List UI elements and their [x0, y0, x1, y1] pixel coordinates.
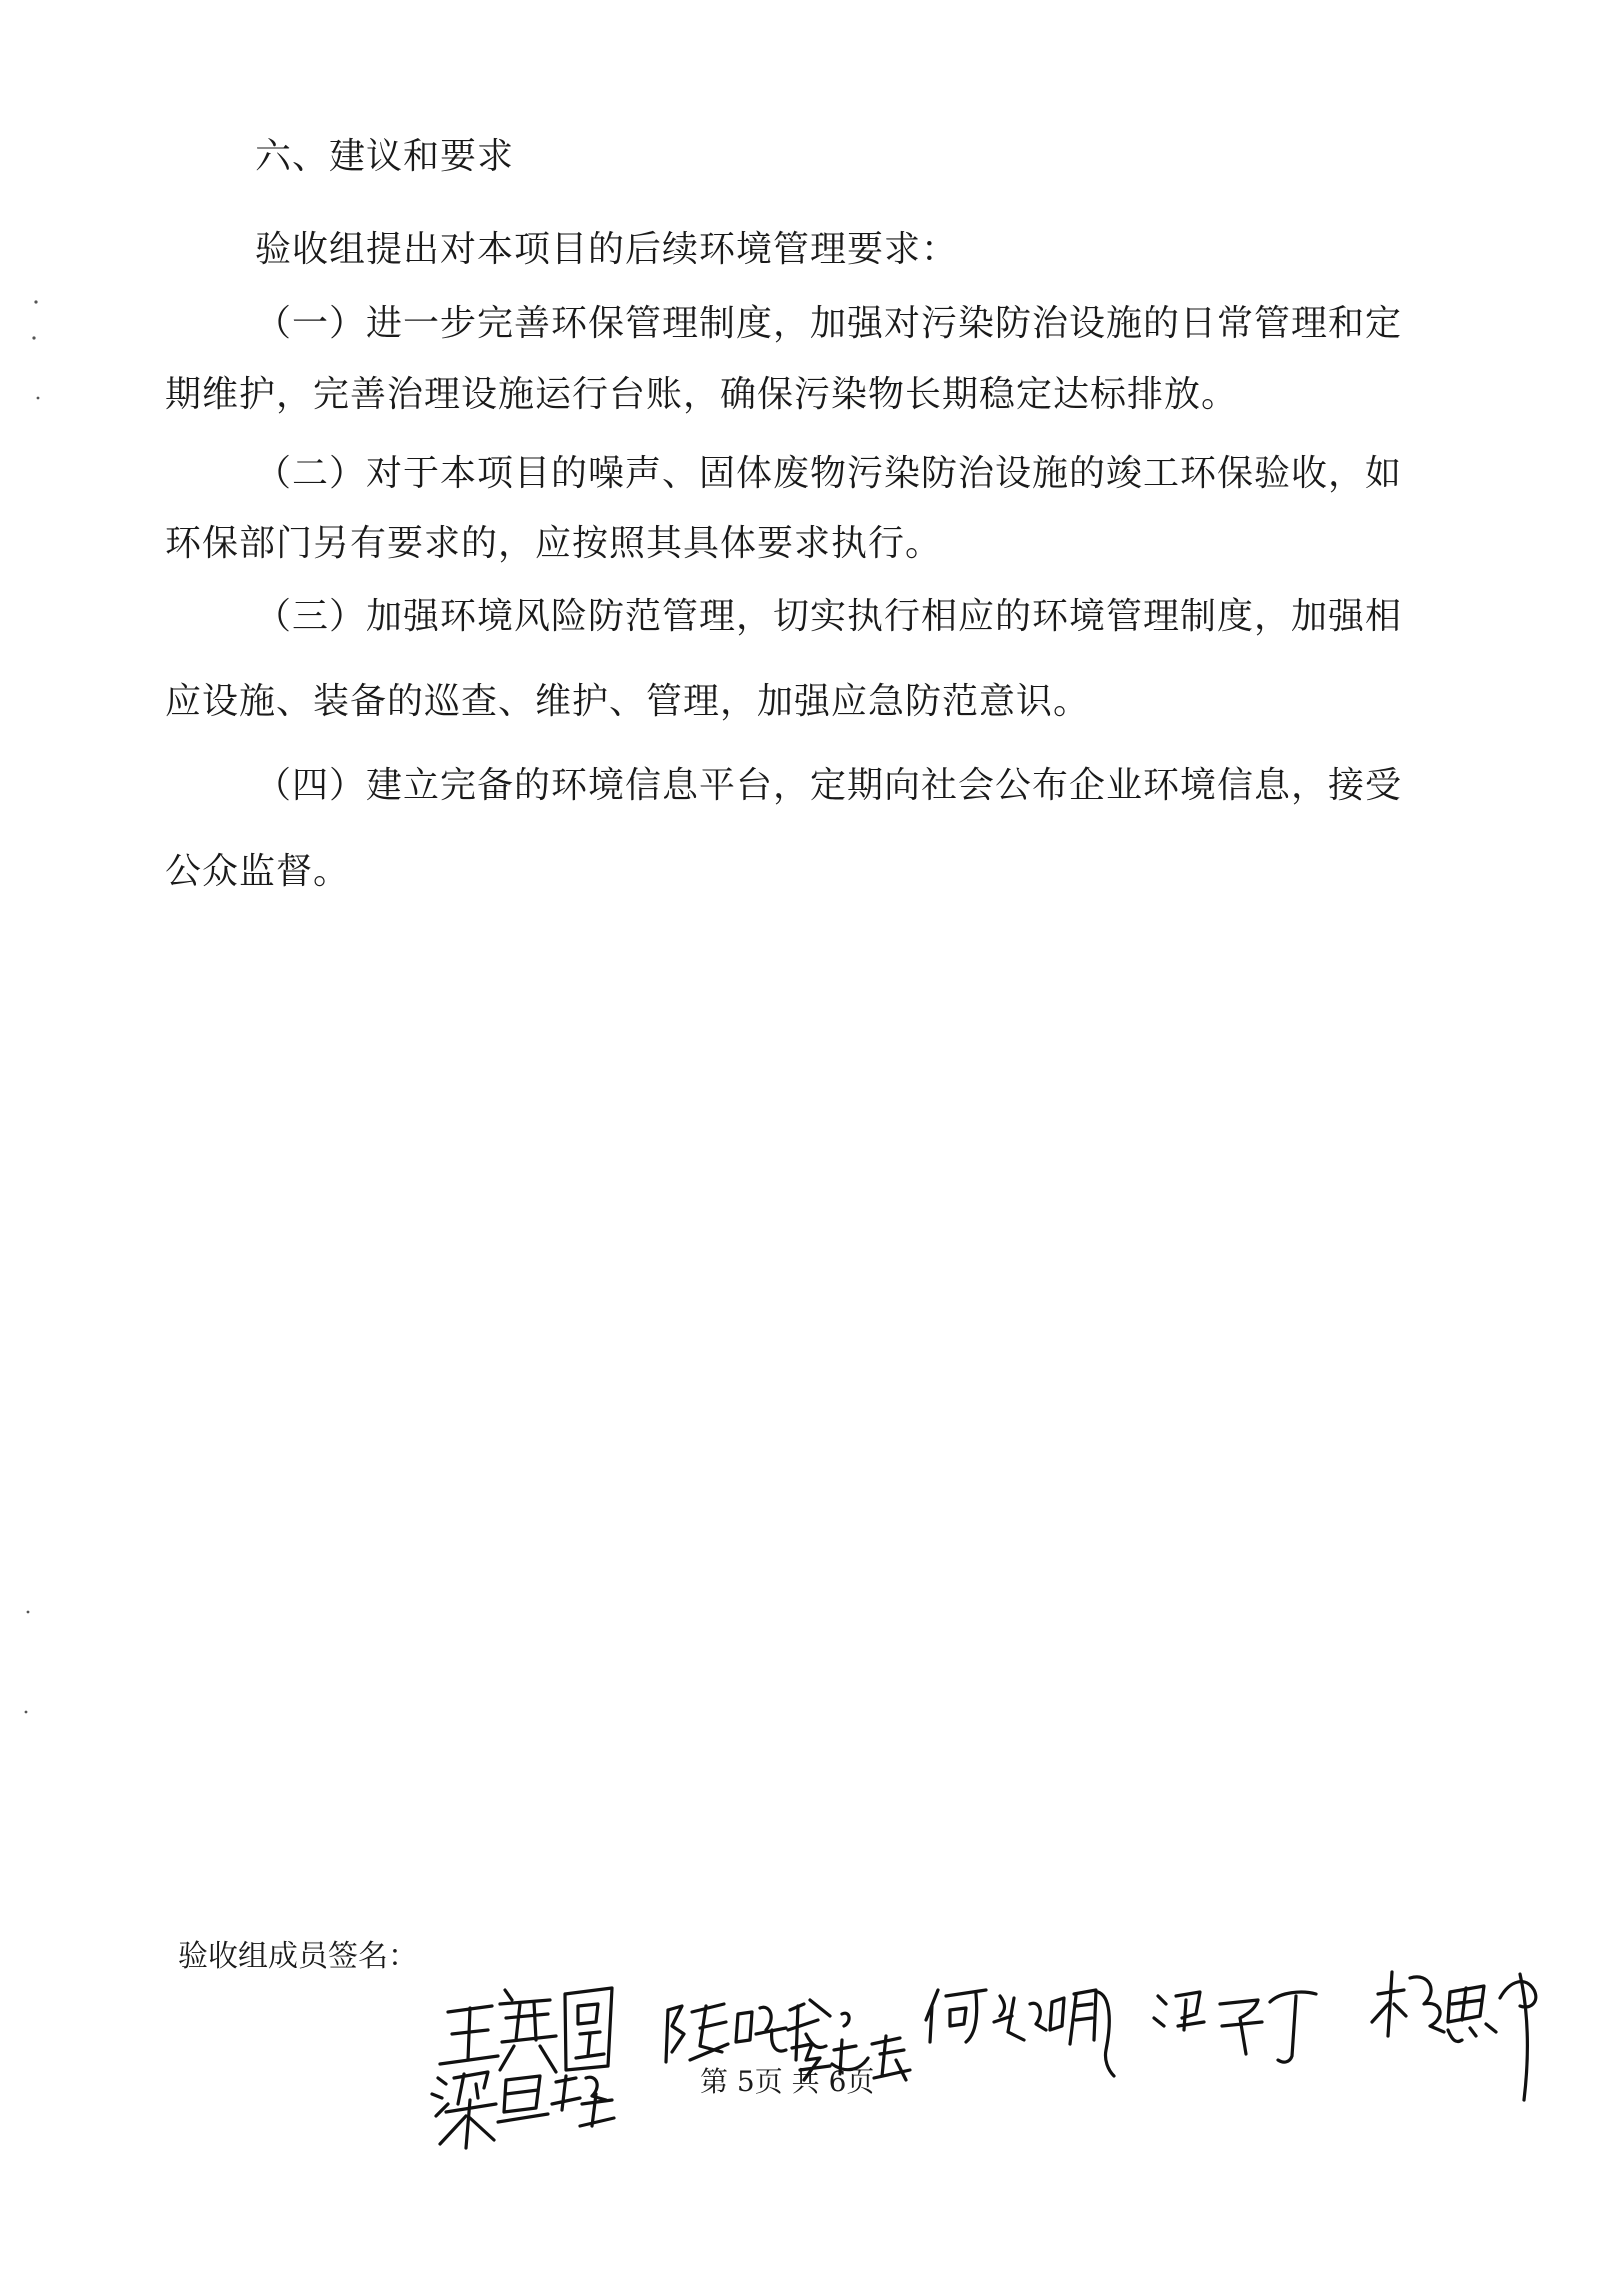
section-heading: 六、建议和要求 — [255, 136, 515, 177]
item-3-line-1: （三）加强环境风险防范管理，切实执行相应的环境管理制度，加强相 — [255, 596, 1403, 637]
item-1-line-2: 期维护，完善治理设施运行台账，确保污染物长期稳定达标排放。 — [165, 374, 1239, 415]
page-total: 6 — [828, 2065, 847, 2098]
page-prefix: 第 — [700, 2065, 729, 2098]
item-2-line-1: （二）对于本项目的噪声、固体废物污染防治设施的竣工环保验收，如 — [255, 453, 1403, 494]
page-number: 5 — [736, 2065, 755, 2098]
page-suffix: 页 — [846, 2065, 875, 2098]
item-1-line-1: （一）进一步完善环保管理制度，加强对污染防治设施的日常管理和定 — [255, 303, 1403, 344]
section-intro: 验收组提出对本项目的后续环境管理要求： — [255, 229, 959, 270]
item-4-line-1: （四）建立完备的环境信息平台，定期向社会公布企业环境信息，接受 — [255, 765, 1403, 806]
item-4-line-2: 公众监督。 — [165, 851, 351, 892]
item-2-line-2: 环保部门另有要求的，应按照其具体要求执行。 — [165, 523, 943, 564]
item-3-line-2: 应设施、装备的巡查、维护、管理，加强应急防范意识。 — [165, 681, 1091, 722]
page-mid: 页 共 — [754, 2065, 820, 2098]
signature-label: 验收组成员签名： — [178, 1939, 418, 1974]
